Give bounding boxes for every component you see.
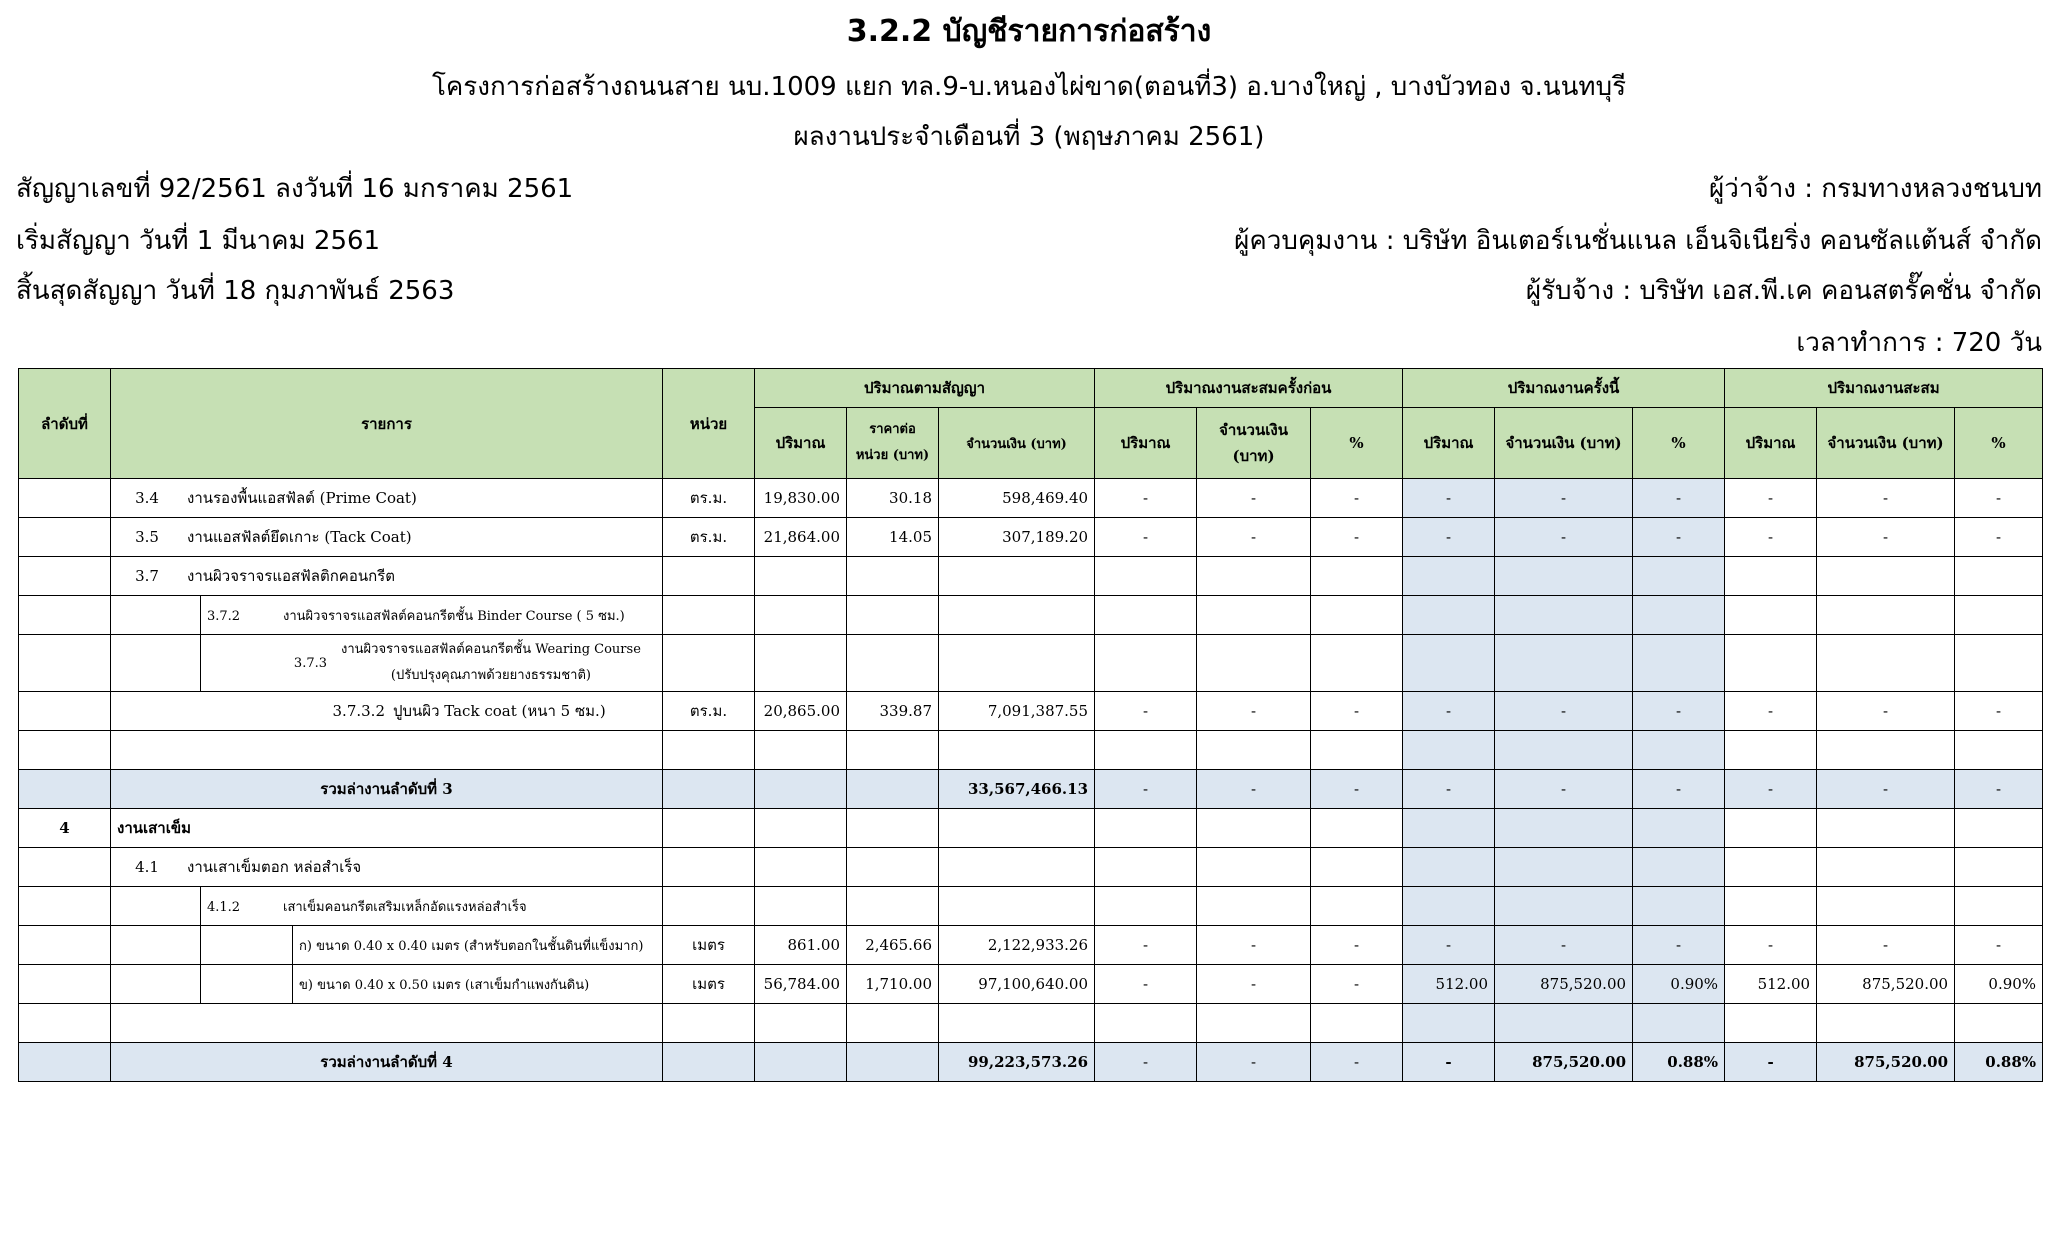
- col-qty: ปริมาณ: [755, 408, 847, 479]
- amount-cell: 7,091,387.55: [939, 692, 1095, 731]
- group-contract: ปริมาณตามสัญญา: [755, 369, 1095, 408]
- table-row: [19, 848, 2043, 887]
- contract-duration: เวลาทำการ : 720 วัน: [1796, 328, 2042, 358]
- qty-cell: 21,864.00: [755, 518, 847, 557]
- item-code: 4.1: [135, 858, 159, 876]
- contract-end: สิ้นสุดสัญญา วันที่ 18 กุมภาพันธ์ 2563: [16, 276, 455, 306]
- col-amount: จำนวนเงิน (บาท): [1817, 408, 1955, 479]
- contract-number: สัญญาเลขที่ 92/2561 ลงวันที่ 16 มกราคม 2561: [16, 174, 574, 204]
- item-name: งานผิวจราจรแอสฟัลติกคอนกรีต: [187, 567, 395, 585]
- cum-amount-cell: 875,520.00: [1817, 1043, 1955, 1082]
- construction-items-table: [18, 368, 2043, 1082]
- subtotal-label: รวมล่างานลำดับที่ 4: [111, 1043, 663, 1082]
- group-cumulative: ปริมาณงานสะสม: [1725, 369, 2043, 408]
- table-row: [19, 731, 2043, 770]
- cum-qty-cell: 512.00: [1725, 965, 1817, 1004]
- group-previous: ปริมาณงานสะสมครั้งก่อน: [1095, 369, 1403, 408]
- cum-qty-cell: -: [1725, 1043, 1817, 1082]
- item-code: 3.4: [135, 489, 159, 507]
- col-qty: ปริมาณ: [1095, 408, 1197, 479]
- page-title: 3.2.2 บัญชีรายการก่อสร้าง: [846, 14, 1212, 49]
- item-name: งานเสาเข็ม: [111, 809, 663, 848]
- col-qty: ปริมาณ: [1725, 408, 1817, 479]
- item-code: 3.5: [135, 528, 159, 546]
- item-code: 3.7: [135, 567, 159, 585]
- col-item: รายการ: [111, 369, 663, 479]
- qty-cell: 20,865.00: [755, 692, 847, 731]
- item-name: งานเสาเข็มตอก หล่อสำเร็จ: [187, 858, 362, 876]
- price-cell: 1,710.00: [847, 965, 939, 1004]
- item-code: 4: [19, 809, 111, 848]
- table-row: 3.5 งานแอสฟัลต์ยึดเกาะ (Tack Coat) ตร.ม. 21,864.00 14.05 307,189.20 - - - - - - - - -: [19, 518, 2043, 557]
- col-unit: หน่วย: [663, 369, 755, 479]
- item-name: งานแอสฟัลต์ยึดเกาะ (Tack Coat): [187, 528, 412, 546]
- amount-cell: 2,122,933.26: [939, 926, 1095, 965]
- contract-start: เริ่มสัญญา วันที่ 1 มีนาคม 2561: [16, 226, 381, 256]
- item-name: เสาเข็มคอนกรีตเสริมเหล็กอัดแรงหล่อสำเร็จ: [283, 899, 527, 915]
- subtotal-row: รวมล่างานลำดับที่ 4 99,223,573.26 - - - - 875,520.00 0.88% - 875,520.00 0.88%: [19, 1043, 2043, 1082]
- item-name-note: (ปรับปรุงคุณภาพด้วยยางธรรมชาติ): [390, 668, 591, 683]
- table-row: [19, 887, 2043, 926]
- table-row: [19, 635, 2043, 692]
- price-cell: 339.87: [847, 692, 939, 731]
- unit-cell: เมตร: [663, 965, 755, 1004]
- subtotal-row: รวมล่างานลำดับที่ 3 33,567,466.13 - - - - - - - - -: [19, 770, 2043, 809]
- col-pct: %: [1633, 408, 1725, 479]
- price-cell: 2,465.66: [847, 926, 939, 965]
- item-name: งานรองพื้นแอสฟัลต์ (Prime Coat): [187, 489, 417, 507]
- col-unit-price: ราคาต่อ หน่วย (บาท): [847, 408, 939, 479]
- unit-cell: ตร.ม.: [663, 479, 755, 518]
- item-code: 3.7.3: [293, 655, 327, 671]
- table-row: 3.7.3.2 ปูบนผิว Tack coat (หนา 5 ซม.) ตร.ม. 20,865.00 339.87 7,091,387.55 - - - - - - - - -: [19, 692, 2043, 731]
- table-row: [19, 596, 2043, 635]
- this-pct-cell: 0.90%: [1633, 965, 1725, 1004]
- unit-cell: ตร.ม.: [663, 518, 755, 557]
- table-row: [19, 809, 2043, 848]
- this-qty-cell: -: [1403, 1043, 1495, 1082]
- this-amount-cell: 875,520.00: [1495, 965, 1633, 1004]
- item-name: งานผิวจราจรแอสฟัลต์คอนกรีตชั้น Binder Course ( 5 ซม.): [283, 608, 625, 624]
- employer: ผู้ว่าจ้าง : กรมทางหลวงชนบท: [1709, 174, 2042, 204]
- price-cell: 14.05: [847, 518, 939, 557]
- unit-cell: ตร.ม.: [663, 692, 755, 731]
- item-name: งานผิวจราจรแอสฟัลต์คอนกรีตชั้น Wearing Course: [341, 642, 641, 657]
- project-name: โครงการก่อสร้างถนนสาย นบ.1009 แยก ทล.9-บ.หนองไผ่ขาด(ตอนที่3) อ.บางใหญ่ , บางบัวทอง จ.นนทบุรี: [431, 72, 1627, 102]
- table-row: [19, 1004, 2043, 1043]
- contractor: ผู้รับจ้าง : บริษัท เอส.พี.เค คอนสตรั๊คชั่น จำกัด: [1525, 276, 2042, 306]
- unit-cell: เมตร: [663, 926, 755, 965]
- this-amount-cell: 875,520.00: [1495, 1043, 1633, 1082]
- report-period: ผลงานประจำเดือนที่ 3 (พฤษภาคม 2561): [793, 122, 1265, 152]
- table-row: [19, 557, 2043, 596]
- subtotal-amount: 33,567,466.13: [939, 770, 1095, 809]
- cum-pct-cell: 0.90%: [1955, 965, 2043, 1004]
- qty-cell: 861.00: [755, 926, 847, 965]
- col-pct: %: [1311, 408, 1403, 479]
- col-qty: ปริมาณ: [1403, 408, 1495, 479]
- table-row: 3.4 งานรองพื้นแอสฟัลต์ (Prime Coat) ตร.ม. 19,830.00 30.18 598,469.40 - - - - - - - - -: [19, 479, 2043, 518]
- col-amount: จำนวนเงิน (บาท): [1495, 408, 1633, 479]
- item-name: ปูบนผิว Tack coat (หนา 5 ซม.): [393, 702, 606, 720]
- this-qty-cell: 512.00: [1403, 965, 1495, 1004]
- col-amount: จำนวนเงิน (บาท): [939, 408, 1095, 479]
- item-code: 3.7.2: [207, 608, 241, 624]
- col-pct: %: [1955, 408, 2043, 479]
- item-code: 4.1.2: [207, 899, 241, 915]
- table-row: ข) ขนาด 0.40 x 0.50 เมตร (เสาเข็มกำแพงกันดิน) เมตร 56,784.00 1,710.00 97,100,640.00 - - - 512.00 875,520.00 0.90% 512.00 875,520.00 0.90%: [19, 965, 2043, 1004]
- qty-cell: 19,830.00: [755, 479, 847, 518]
- supervisor: ผู้ควบคุมงาน : บริษัท อินเตอร์เนชั่นแนล เอ็นจิเนียริ่ง คอนซัลแต้นส์ จำกัด: [1234, 226, 2042, 256]
- item-name: ข) ขนาด 0.40 x 0.50 เมตร (เสาเข็มกำแพงกันดิน): [293, 965, 663, 1004]
- cum-amount-cell: 875,520.00: [1817, 965, 1955, 1004]
- group-this-period: ปริมาณงานครั้งนี้: [1403, 369, 1725, 408]
- col-seq: ลำดับที่: [19, 369, 111, 479]
- cum-pct-cell: 0.88%: [1955, 1043, 2043, 1082]
- subtotal-amount: 99,223,573.26: [939, 1043, 1095, 1082]
- table-row: ก) ขนาด 0.40 x 0.40 เมตร (สำหรับตอกในชั้นดินที่แข็งมาก) เมตร 861.00 2,465.66 2,122,933.26 - - - - - - - - -: [19, 926, 2043, 965]
- item-code: 3.7.3.2: [332, 702, 385, 720]
- item-name: ก) ขนาด 0.40 x 0.40 เมตร (สำหรับตอกในชั้นดินที่แข็งมาก): [293, 926, 663, 965]
- col-amount: จำนวนเงิน (บาท): [1197, 408, 1311, 479]
- amount-cell: 307,189.20: [939, 518, 1095, 557]
- qty-cell: 56,784.00: [755, 965, 847, 1004]
- subtotal-label: รวมล่างานลำดับที่ 3: [111, 770, 663, 809]
- this-pct-cell: 0.88%: [1633, 1043, 1725, 1082]
- amount-cell: 97,100,640.00: [939, 965, 1095, 1004]
- amount-cell: 598,469.40: [939, 479, 1095, 518]
- price-cell: 30.18: [847, 479, 939, 518]
